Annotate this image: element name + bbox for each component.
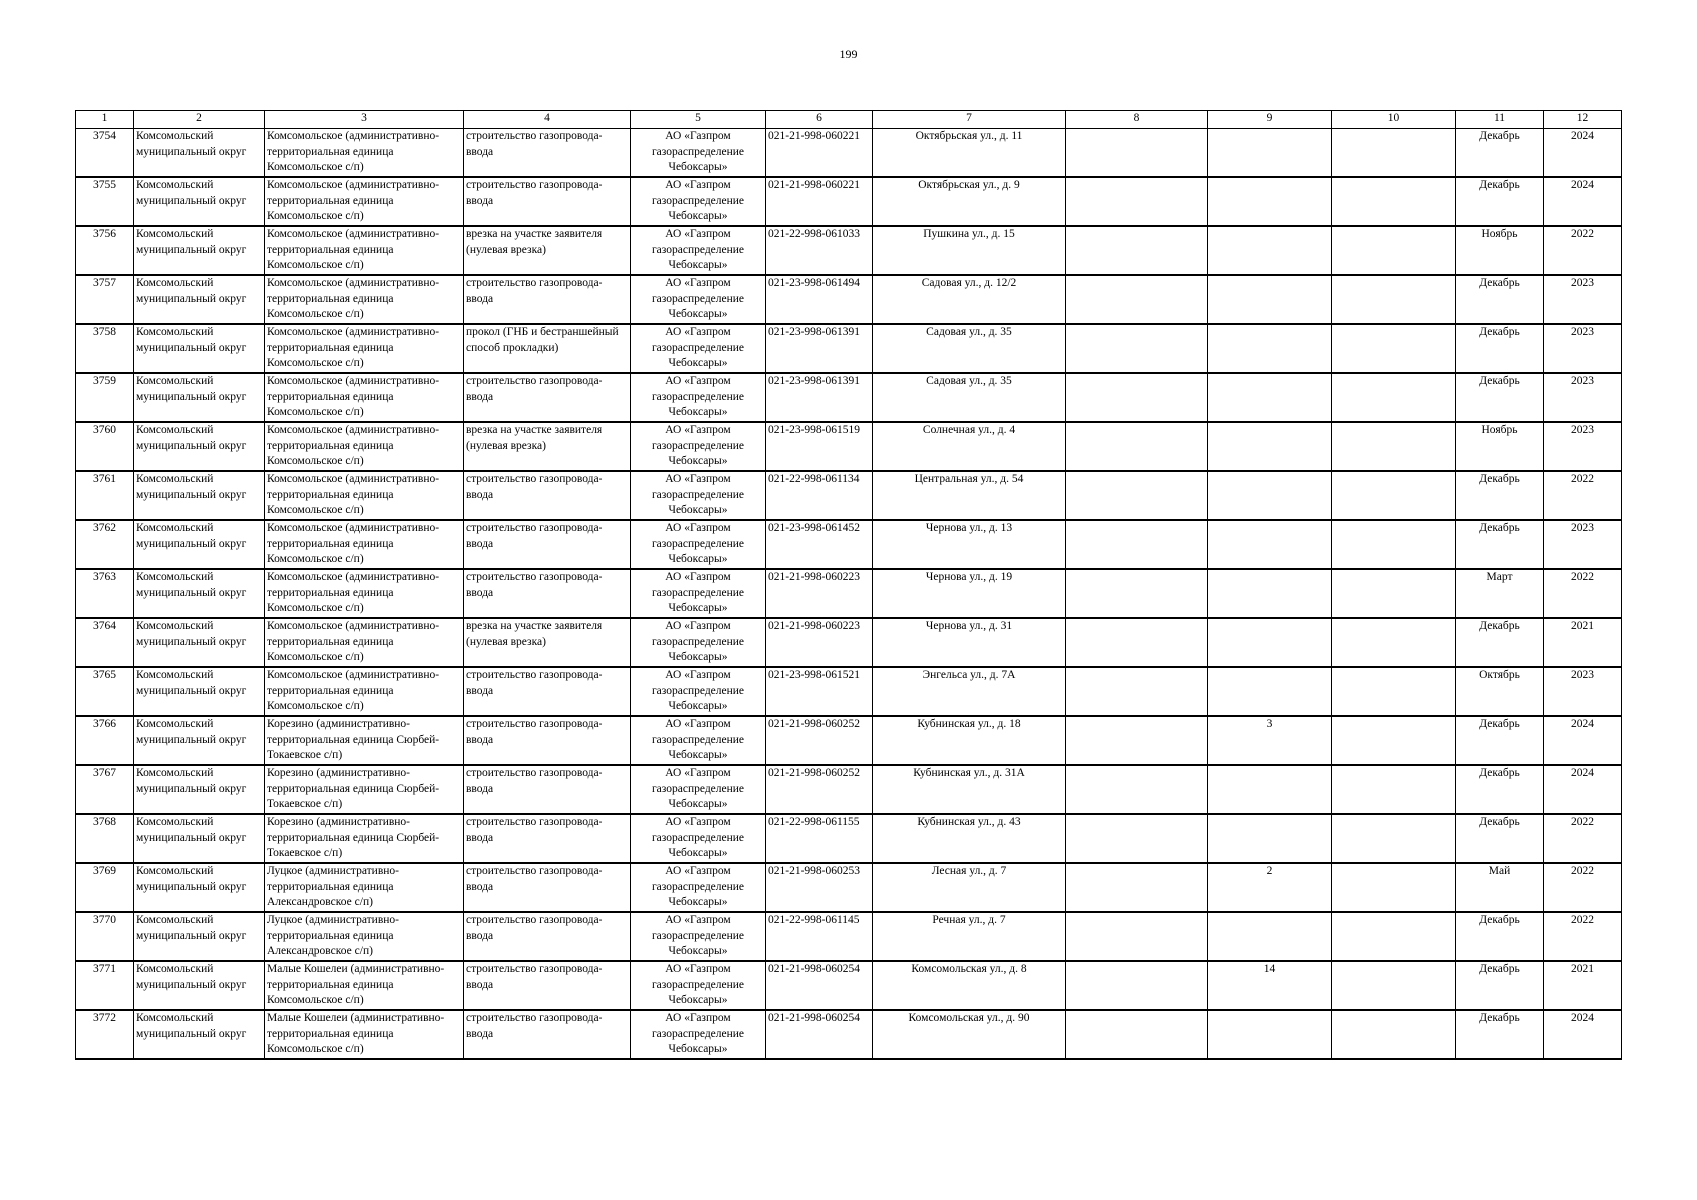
year-cell: 2022 [1544,569,1622,618]
year-cell: 2022 [1544,226,1622,275]
work-type-cell: строительство газопровода-ввода [464,863,631,912]
locality-cell: Корезино (административно-территориальная единица Сюрбей-Токаевское с/п) [265,814,464,863]
column-header: 7 [873,111,1066,129]
column-10-cell [1332,961,1456,1010]
locality-cell: Комсомольское (административно-территориальная единица Комсомольское с/п) [265,275,464,324]
registry-code-cell: 021-21-998-060221 [766,129,873,178]
district-cell: Комсомольский муниципальный округ [134,863,265,912]
organization-cell: АО «Газпром газораспределение Чебоксары» [631,716,766,765]
district-cell: Комсомольский муниципальный округ [134,765,265,814]
column-10-cell [1332,177,1456,226]
month-cell: Декабрь [1456,324,1544,373]
district-cell: Комсомольский муниципальный округ [134,814,265,863]
organization-cell: АО «Газпром газораспределение Чебоксары» [631,618,766,667]
column-header: 12 [1544,111,1622,129]
year-cell: 2024 [1544,177,1622,226]
row-number-cell: 3770 [76,912,134,961]
column-10-cell [1332,520,1456,569]
column-8-cell [1066,177,1208,226]
work-type-cell: строительство газопровода-ввода [464,814,631,863]
locality-cell: Корезино (административно-территориальная единица Сюрбей-Токаевское с/п) [265,716,464,765]
work-type-cell: прокол (ГНБ и бестраншейный способ прокладки) [464,324,631,373]
table-row [76,422,1622,471]
district-cell: Комсомольский муниципальный округ [134,324,265,373]
row-number-cell: 3761 [76,471,134,520]
organization-cell: АО «Газпром газораспределение Чебоксары» [631,177,766,226]
registry-code-cell: 021-23-998-061494 [766,275,873,324]
year-cell: 2021 [1544,961,1622,1010]
month-cell: Декабрь [1456,520,1544,569]
column-10-cell [1332,716,1456,765]
month-cell: Май [1456,863,1544,912]
column-9-cell: 14 [1208,961,1332,1010]
address-cell: Чернова ул., д. 31 [873,618,1066,667]
work-type-cell: строительство газопровода-ввода [464,667,631,716]
table-row [76,765,1622,814]
column-8-cell [1066,814,1208,863]
district-cell: Комсомольский муниципальный округ [134,912,265,961]
district-cell: Комсомольский муниципальный округ [134,129,265,178]
address-cell: Лесная ул., д. 7 [873,863,1066,912]
locality-cell: Малые Кошелеи (административно-территориальная единица Комсомольское с/п) [265,1010,464,1059]
row-number-cell: 3771 [76,961,134,1010]
month-cell: Декабрь [1456,618,1544,667]
year-cell: 2024 [1544,129,1622,178]
column-10-cell [1332,275,1456,324]
column-8-cell [1066,275,1208,324]
address-cell: Октябрьская ул., д. 11 [873,129,1066,178]
column-9-cell [1208,912,1332,961]
year-cell: 2023 [1544,520,1622,569]
address-cell: Энгельса ул., д. 7А [873,667,1066,716]
column-8-cell [1066,373,1208,422]
locality-cell: Малые Кошелеи (административно-территориальная единица Комсомольское с/п) [265,961,464,1010]
column-10-cell [1332,569,1456,618]
registry-code-cell: 021-21-998-060254 [766,1010,873,1059]
table-row [76,667,1622,716]
registry-code-cell: 021-21-998-060254 [766,961,873,1010]
table-body [76,129,1622,1060]
registry-code-cell: 021-21-998-060221 [766,177,873,226]
organization-cell: АО «Газпром газораспределение Чебоксары» [631,422,766,471]
month-cell: Ноябрь [1456,422,1544,471]
column-8-cell [1066,1010,1208,1059]
column-header: 2 [134,111,265,129]
row-number-cell: 3768 [76,814,134,863]
column-9-cell [1208,129,1332,178]
column-9-cell: 2 [1208,863,1332,912]
address-cell: Кубнинская ул., д. 43 [873,814,1066,863]
address-cell: Чернова ул., д. 19 [873,569,1066,618]
organization-cell: АО «Газпром газораспределение Чебоксары» [631,324,766,373]
month-cell: Декабрь [1456,961,1544,1010]
column-9-cell [1208,373,1332,422]
month-cell: Декабрь [1456,129,1544,178]
column-10-cell [1332,863,1456,912]
column-header: 9 [1208,111,1332,129]
row-number-cell: 3764 [76,618,134,667]
district-cell: Комсомольский муниципальный округ [134,177,265,226]
table-row [76,520,1622,569]
registry-code-cell: 021-22-998-061033 [766,226,873,275]
registry-code-cell: 021-21-998-060252 [766,765,873,814]
table-row [76,961,1622,1010]
month-cell: Декабрь [1456,373,1544,422]
district-cell: Комсомольский муниципальный округ [134,1010,265,1059]
district-cell: Комсомольский муниципальный округ [134,569,265,618]
column-header: 5 [631,111,766,129]
locality-cell: Комсомольское (административно-территориальная единица Комсомольское с/п) [265,226,464,275]
work-type-cell: строительство газопровода-ввода [464,373,631,422]
year-cell: 2023 [1544,373,1622,422]
row-number-cell: 3766 [76,716,134,765]
organization-cell: АО «Газпром газораспределение Чебоксары» [631,667,766,716]
locality-cell: Комсомольское (административно-территориальная единица Комсомольское с/п) [265,373,464,422]
registry-code-cell: 021-23-998-061391 [766,373,873,422]
organization-cell: АО «Газпром газораспределение Чебоксары» [631,961,766,1010]
locality-cell: Комсомольское (административно-территориальная единица Комсомольское с/п) [265,618,464,667]
district-cell: Комсомольский муниципальный округ [134,667,265,716]
column-9-cell [1208,667,1332,716]
month-cell: Декабрь [1456,716,1544,765]
registry-code-cell: 021-21-998-060253 [766,863,873,912]
column-10-cell [1332,471,1456,520]
month-cell: Декабрь [1456,471,1544,520]
column-8-cell [1066,961,1208,1010]
locality-cell: Луцкое (административно-территориальная единица Александровское с/п) [265,912,464,961]
year-cell: 2022 [1544,863,1622,912]
locality-cell: Комсомольское (административно-территориальная единица Комсомольское с/п) [265,129,464,178]
registry-code-cell: 021-23-998-061519 [766,422,873,471]
column-10-cell [1332,765,1456,814]
locality-cell: Комсомольское (административно-территориальная единица Комсомольское с/п) [265,520,464,569]
column-8-cell [1066,422,1208,471]
month-cell: Декабрь [1456,814,1544,863]
district-cell: Комсомольский муниципальный округ [134,716,265,765]
month-cell: Декабрь [1456,765,1544,814]
year-cell: 2021 [1544,618,1622,667]
table-row [76,1010,1622,1059]
work-type-cell: строительство газопровода-ввода [464,471,631,520]
column-10-cell [1332,1010,1456,1059]
year-cell: 2024 [1544,1010,1622,1059]
organization-cell: АО «Газпром газораспределение Чебоксары» [631,471,766,520]
month-cell: Декабрь [1456,275,1544,324]
locality-cell: Комсомольское (административно-территориальная единица Комсомольское с/п) [265,569,464,618]
row-number-cell: 3760 [76,422,134,471]
column-8-cell [1066,765,1208,814]
address-cell: Комсомольская ул., д. 90 [873,1010,1066,1059]
organization-cell: АО «Газпром газораспределение Чебоксары» [631,373,766,422]
table-row [76,618,1622,667]
row-number-cell: 3763 [76,569,134,618]
column-9-cell [1208,422,1332,471]
registry-code-cell: 021-23-998-061452 [766,520,873,569]
month-cell: Декабрь [1456,912,1544,961]
column-10-cell [1332,373,1456,422]
work-type-cell: строительство газопровода-ввода [464,1010,631,1059]
column-10-cell [1332,912,1456,961]
column-8-cell [1066,618,1208,667]
column-9-cell: 3 [1208,716,1332,765]
month-cell: Ноябрь [1456,226,1544,275]
column-header: 11 [1456,111,1544,129]
month-cell: Декабрь [1456,1010,1544,1059]
column-10-cell [1332,422,1456,471]
row-number-cell: 3758 [76,324,134,373]
table-row [76,129,1622,178]
organization-cell: АО «Газпром газораспределение Чебоксары» [631,226,766,275]
work-type-cell: строительство газопровода-ввода [464,912,631,961]
column-header: 3 [265,111,464,129]
year-cell: 2022 [1544,814,1622,863]
address-cell: Пушкина ул., д. 15 [873,226,1066,275]
district-cell: Комсомольский муниципальный округ [134,471,265,520]
work-type-cell: строительство газопровода-ввода [464,716,631,765]
row-number-cell: 3755 [76,177,134,226]
address-cell: Садовая ул., д. 12/2 [873,275,1066,324]
column-header: 4 [464,111,631,129]
registry-code-cell: 021-23-998-061391 [766,324,873,373]
organization-cell: АО «Газпром газораспределение Чебоксары» [631,275,766,324]
table-row [76,863,1622,912]
column-8-cell [1066,520,1208,569]
column-10-cell [1332,814,1456,863]
locality-cell: Комсомольское (административно-территориальная единица Комсомольское с/п) [265,667,464,716]
column-8-cell [1066,863,1208,912]
year-cell: 2024 [1544,765,1622,814]
column-8-cell [1066,912,1208,961]
column-8-cell [1066,324,1208,373]
organization-cell: АО «Газпром газораспределение Чебоксары» [631,569,766,618]
registry-code-cell: 021-22-998-061145 [766,912,873,961]
column-9-cell [1208,814,1332,863]
row-number-cell: 3757 [76,275,134,324]
work-type-cell: строительство газопровода-ввода [464,961,631,1010]
locality-cell: Комсомольское (административно-территориальная единица Комсомольское с/п) [265,324,464,373]
column-10-cell [1332,129,1456,178]
locality-cell: Луцкое (административно-территориальная единица Александровское с/п) [265,863,464,912]
column-8-cell [1066,471,1208,520]
address-cell: Солнечная ул., д. 4 [873,422,1066,471]
column-8-cell [1066,129,1208,178]
column-9-cell [1208,177,1332,226]
organization-cell: АО «Газпром газораспределение Чебоксары» [631,129,766,178]
district-cell: Комсомольский муниципальный округ [134,961,265,1010]
column-9-cell [1208,1010,1332,1059]
district-cell: Комсомольский муниципальный округ [134,618,265,667]
organization-cell: АО «Газпром газораспределение Чебоксары» [631,520,766,569]
address-cell: Чернова ул., д. 13 [873,520,1066,569]
address-cell: Кубнинская ул., д. 18 [873,716,1066,765]
row-number-cell: 3759 [76,373,134,422]
address-cell: Кубнинская ул., д. 31А [873,765,1066,814]
year-cell: 2022 [1544,912,1622,961]
work-type-cell: врезка на участке заявителя (нулевая врезка) [464,422,631,471]
column-9-cell [1208,324,1332,373]
column-10-cell [1332,324,1456,373]
organization-cell: АО «Газпром газораспределение Чебоксары» [631,863,766,912]
table-row [76,471,1622,520]
organization-cell: АО «Газпром газораспределение Чебоксары» [631,814,766,863]
work-type-cell: строительство газопровода-ввода [464,569,631,618]
column-9-cell [1208,618,1332,667]
table-row [76,177,1622,226]
address-cell: Садовая ул., д. 35 [873,373,1066,422]
column-8-cell [1066,569,1208,618]
registry-code-cell: 021-21-998-060223 [766,569,873,618]
address-cell: Речная ул., д. 7 [873,912,1066,961]
table-row [76,569,1622,618]
table-row [76,716,1622,765]
column-header: 6 [766,111,873,129]
registry-code-cell: 021-21-998-060252 [766,716,873,765]
address-cell: Комсомольская ул., д. 8 [873,961,1066,1010]
table-row [76,814,1622,863]
year-cell: 2023 [1544,275,1622,324]
work-type-cell: врезка на участке заявителя (нулевая врезка) [464,226,631,275]
column-10-cell [1332,667,1456,716]
year-cell: 2022 [1544,471,1622,520]
locality-cell: Комсомольское (административно-территориальная единица Комсомольское с/п) [265,471,464,520]
registry-code-cell: 021-23-998-061521 [766,667,873,716]
table-row [76,275,1622,324]
column-8-cell [1066,226,1208,275]
district-cell: Комсомольский муниципальный округ [134,520,265,569]
locality-cell: Комсомольское (административно-территориальная единица Комсомольское с/п) [265,177,464,226]
row-number-cell: 3754 [76,129,134,178]
locality-cell: Корезино (административно-территориальная единица Сюрбей-Токаевское с/п) [265,765,464,814]
column-9-cell [1208,520,1332,569]
table-row [76,373,1622,422]
table-row [76,912,1622,961]
table-row [76,226,1622,275]
column-9-cell [1208,275,1332,324]
column-header: 8 [1066,111,1208,129]
row-number-cell: 3767 [76,765,134,814]
row-number-cell: 3756 [76,226,134,275]
column-number-row [76,111,1622,129]
column-9-cell [1208,226,1332,275]
month-cell: Декабрь [1456,177,1544,226]
district-cell: Комсомольский муниципальный округ [134,226,265,275]
column-10-cell [1332,618,1456,667]
column-8-cell [1066,716,1208,765]
district-cell: Комсомольский муниципальный округ [134,373,265,422]
work-type-cell: строительство газопровода-ввода [464,520,631,569]
gas-connection-table [75,110,1622,1060]
year-cell: 2024 [1544,716,1622,765]
column-header: 1 [76,111,134,129]
registry-code-cell: 021-22-998-061134 [766,471,873,520]
address-cell: Центральная ул., д. 54 [873,471,1066,520]
column-9-cell [1208,471,1332,520]
row-number-cell: 3762 [76,520,134,569]
organization-cell: АО «Газпром газораспределение Чебоксары» [631,1010,766,1059]
column-9-cell [1208,765,1332,814]
month-cell: Март [1456,569,1544,618]
organization-cell: АО «Газпром газораспределение Чебоксары» [631,765,766,814]
district-cell: Комсомольский муниципальный округ [134,422,265,471]
work-type-cell: строительство газопровода-ввода [464,765,631,814]
organization-cell: АО «Газпром газораспределение Чебоксары» [631,912,766,961]
work-type-cell: врезка на участке заявителя (нулевая врезка) [464,618,631,667]
address-cell: Октябрьская ул., д. 9 [873,177,1066,226]
work-type-cell: строительство газопровода-ввода [464,129,631,178]
column-8-cell [1066,667,1208,716]
district-cell: Комсомольский муниципальный округ [134,275,265,324]
page-number: 199 [839,47,858,61]
row-number-cell: 3772 [76,1010,134,1059]
column-10-cell [1332,226,1456,275]
table-row [76,324,1622,373]
work-type-cell: строительство газопровода-ввода [464,275,631,324]
registry-code-cell: 021-21-998-060223 [766,618,873,667]
work-type-cell: строительство газопровода-ввода [464,177,631,226]
row-number-cell: 3769 [76,863,134,912]
year-cell: 2023 [1544,667,1622,716]
month-cell: Октябрь [1456,667,1544,716]
year-cell: 2023 [1544,422,1622,471]
column-header: 10 [1332,111,1456,129]
year-cell: 2023 [1544,324,1622,373]
registry-code-cell: 021-22-998-061155 [766,814,873,863]
address-cell: Садовая ул., д. 35 [873,324,1066,373]
row-number-cell: 3765 [76,667,134,716]
locality-cell: Комсомольское (административно-территориальная единица Комсомольское с/п) [265,422,464,471]
column-9-cell [1208,569,1332,618]
